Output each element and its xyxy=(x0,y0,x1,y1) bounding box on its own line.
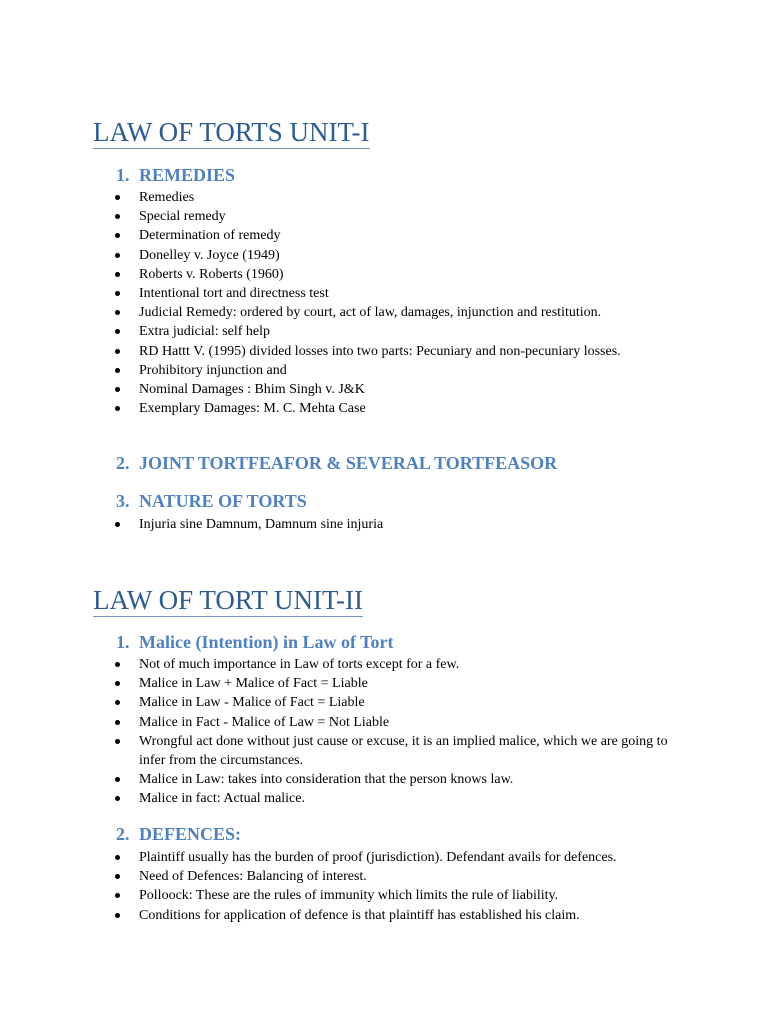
list-item: Determination of remedy xyxy=(0,226,768,245)
bullet-icon xyxy=(115,739,120,744)
bullet-icon xyxy=(115,855,120,860)
unit-2-section-1-heading xyxy=(116,631,394,653)
section-number: 3. xyxy=(116,491,130,511)
list-item: Malice in Law + Malice of Fact = Liable xyxy=(0,674,768,693)
bullet-icon xyxy=(115,874,120,879)
bullet-icon xyxy=(115,272,120,277)
list-item: Injuria sine Damnum, Damnum sine injuria xyxy=(0,515,768,534)
bullet-icon xyxy=(115,893,120,898)
section-title: JOINT TORTFEAFOR & SEVERAL TORTFEASOR xyxy=(139,453,558,473)
section-title: Malice (Intention) in Law of Tort xyxy=(139,632,394,652)
bullet-icon xyxy=(115,522,120,527)
bullet-icon xyxy=(115,233,120,238)
bullet-icon xyxy=(115,700,120,705)
unit-2-section-2-heading xyxy=(116,823,241,845)
list-item: Wrongful act done without just cause or excuse, it is an implied malice, which we are going to infer from the circumstances. xyxy=(0,732,768,770)
list-item: Plaintiff usually has the burden of proof (jurisdiction). Defendant avails for defences. xyxy=(0,848,768,867)
unit-2-defences-list xyxy=(0,848,768,925)
bullet-icon xyxy=(115,720,120,725)
list-item: Nominal Damages : Bhim Singh v. J&K xyxy=(0,380,768,399)
bullet-icon xyxy=(115,662,120,667)
section-number: 2. xyxy=(116,453,130,473)
list-item: Malice in Law - Malice of Fact = Liable xyxy=(0,693,768,712)
list-item: Conditions for application of defence is that plaintiff has established his claim. xyxy=(0,906,768,925)
unit-1-title: LAW OF TORTS UNIT-I xyxy=(93,117,370,147)
list-item: Judicial Remedy: ordered by court, act of law, damages, injunction and restitution. xyxy=(0,303,768,322)
bullet-icon xyxy=(115,796,120,801)
unit-2-title: LAW OF TORT UNIT-II xyxy=(93,585,363,615)
section-title: REMEDIES xyxy=(139,165,236,185)
list-item: Need of Defences: Balancing of interest. xyxy=(0,867,768,886)
bullet-icon xyxy=(115,387,120,392)
list-item: Malice in Fact - Malice of Law = Not Liable xyxy=(0,713,768,732)
bullet-icon xyxy=(115,913,120,918)
list-item: Special remedy xyxy=(0,207,768,226)
list-item: Prohibitory injunction and xyxy=(0,361,768,380)
unit-1-remedies-list xyxy=(0,188,768,418)
unit-1-section-2-heading xyxy=(116,452,557,474)
bullet-icon xyxy=(115,681,120,686)
list-item: Exemplary Damages: M. C. Mehta Case xyxy=(0,399,768,418)
bullet-icon xyxy=(115,406,120,411)
list-item: Polloock: These are the rules of immunity which limits the rule of liability. xyxy=(0,886,768,905)
list-item: Intentional tort and directness test xyxy=(0,284,768,303)
bullet-icon xyxy=(115,291,120,296)
section-number: 2. xyxy=(116,824,130,844)
bullet-icon xyxy=(115,368,120,373)
section-number: 1. xyxy=(116,632,130,652)
list-item: Donelley v. Joyce (1949) xyxy=(0,246,768,265)
list-item: Not of much importance in Law of torts except for a few. xyxy=(0,655,768,674)
list-item: RD Hattt V. (1995) divided losses into two parts: Pecuniary and non-pecuniary losses. xyxy=(0,342,768,361)
bullet-icon xyxy=(115,310,120,315)
unit-2-malice-list xyxy=(0,655,768,809)
section-title: NATURE OF TORTS xyxy=(139,491,307,511)
list-item: Remedies xyxy=(0,188,768,207)
unit-1-nature-list xyxy=(0,515,768,534)
bullet-icon xyxy=(115,329,120,334)
bullet-icon xyxy=(115,349,120,354)
bullet-icon xyxy=(115,253,120,258)
bullet-icon xyxy=(115,777,120,782)
bullet-icon xyxy=(115,214,120,219)
list-item: Roberts v. Roberts (1960) xyxy=(0,265,768,284)
list-item: Malice in Law: takes into consideration that the person knows law. xyxy=(0,770,768,789)
list-item: Malice in fact: Actual malice. xyxy=(0,789,768,808)
section-title: DEFENCES: xyxy=(139,824,242,844)
unit-1-section-3-heading xyxy=(116,490,307,512)
section-number: 1. xyxy=(116,165,130,185)
unit-1-section-1-heading xyxy=(116,164,235,186)
list-item: Extra judicial: self help xyxy=(0,322,768,341)
bullet-icon xyxy=(115,195,120,200)
